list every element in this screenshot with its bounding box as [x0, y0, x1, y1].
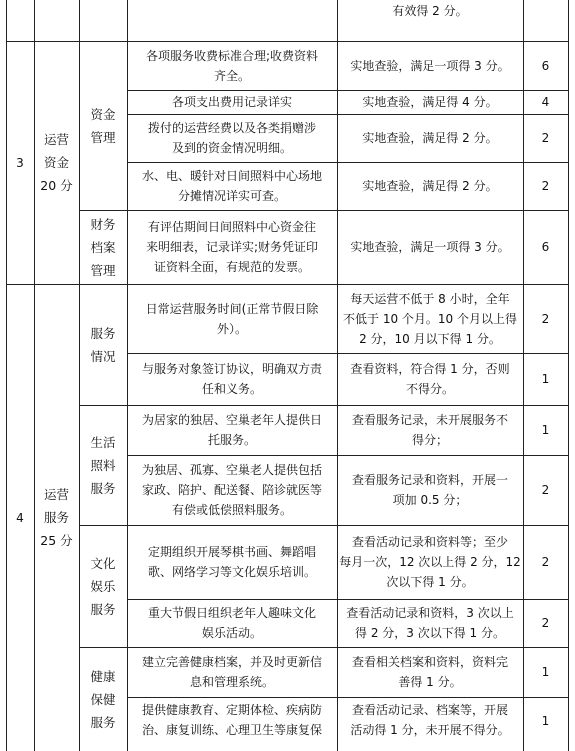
item-cell [127, 697, 337, 751]
category-line: 服务 [43, 510, 69, 525]
category-line: 资金 [43, 155, 69, 170]
item-line: 外）。 [216, 321, 247, 336]
item-line: 证资料全面，有规范的发票。 [153, 260, 310, 274]
category-line: 运营 [43, 487, 69, 502]
method-line: 得 2 分，3 次以下得 1 分。 [355, 626, 505, 640]
method-cell [337, 525, 523, 599]
score-text: 2 [541, 483, 550, 497]
method-text: 实地查验，满足得 2 分。 [362, 131, 498, 145]
item-line: 有评估期间日间照料中心资金往 [147, 220, 316, 234]
score-cell [523, 114, 568, 162]
subcategory-cell [79, 210, 127, 284]
score-text: 2 [541, 555, 550, 569]
method-cell [337, 405, 523, 455]
method-line: 活动得 1 分，未开展不得分。 [350, 723, 510, 737]
score-text: 2 [541, 131, 550, 145]
row-number [6, 284, 34, 751]
method-text: 有效得 2 分。 [392, 4, 468, 18]
item-line: 任和义务。 [201, 382, 262, 396]
method-line: 2 分，10 月以下得 1 分。 [359, 331, 501, 346]
item-cell [127, 90, 337, 114]
method-line: 不得分。 [405, 382, 454, 396]
item-cell [127, 599, 337, 647]
method-line: 查看活动记录和资料，3 次以上 [346, 606, 514, 620]
category-cell [34, 284, 79, 751]
item-cell [127, 353, 337, 405]
method-cell [337, 647, 523, 697]
score-text: 1 [541, 714, 550, 728]
score-text: 4 [541, 95, 550, 109]
score-cell [523, 697, 568, 745]
method-text: 实地查验，满足得 4 分。 [362, 95, 498, 109]
item-cell [127, 647, 337, 697]
score-text: 1 [541, 665, 550, 679]
item-cell [127, 455, 337, 525]
item-line: 分摊情况详实可查。 [177, 189, 286, 203]
item-line: 家政、陪护、配送餐、陪诊就医等 [141, 483, 322, 497]
method-cell [337, 697, 523, 751]
subcategory-line: 娱乐 [90, 578, 116, 594]
score-cell [523, 647, 568, 697]
method-cell [337, 284, 523, 353]
subcategory-line: 管理 [90, 262, 116, 278]
score-text: 6 [541, 58, 550, 73]
method-line: 每月一次，12 次以上得 2 分，12 [339, 555, 521, 569]
score-text: 1 [541, 372, 550, 386]
item-line: 歌、网络学习等文化娱乐培训。 [147, 565, 316, 579]
score-cell [523, 162, 568, 210]
method-line: 得分； [411, 433, 448, 447]
evaluation-table [6, 0, 569, 751]
method-cell [337, 0, 523, 22]
score-text: 6 [541, 240, 550, 254]
score-cell [523, 353, 568, 405]
item-line: 为独居、孤寡、空巢老人提供包括 [141, 463, 322, 477]
row-number-text: 3 [16, 155, 24, 170]
category-line: 25 分 [40, 533, 73, 548]
method-cell [337, 455, 523, 525]
method-text: 实地查验，满足一项得 3 分。 [350, 58, 510, 73]
method-line: 查看服务记录，未开展服务不 [351, 413, 508, 427]
item-line: 重大节假日组织老年人趣味文化 [147, 606, 316, 620]
item-cell [127, 114, 337, 162]
item-line: 日常运营服务时间(正常节假日除 [145, 301, 319, 316]
method-cell [337, 90, 523, 114]
subcategory-line: 情况 [90, 348, 116, 364]
score-cell [523, 525, 568, 599]
subcategory-cell [79, 647, 127, 751]
method-text: 实地查验，满足一项得 3 分。 [350, 240, 510, 254]
category-cell [34, 41, 79, 284]
score-cell [523, 455, 568, 525]
method-line: 查看相关档案和资料，资料完 [351, 655, 508, 669]
item-line: 托服务。 [207, 433, 256, 447]
method-line: 查看服务记录和资料，开展一 [351, 473, 508, 487]
method-line: 善得 1 分。 [398, 675, 462, 689]
category-line: 运营 [43, 132, 69, 147]
item-cell [127, 405, 337, 455]
subcategory-cell [79, 525, 127, 647]
subcategory-line: 照料 [90, 457, 116, 473]
category-line: 20 分 [40, 178, 73, 193]
score-cell [523, 599, 568, 647]
item-line: 各项服务收费标准合理;收费资料 [145, 48, 319, 63]
item-line: 及到的资金情况明细。 [171, 141, 292, 155]
method-line: 项加 0.5 分； [392, 493, 468, 507]
subcategory-cell [79, 41, 127, 210]
score-text: 1 [541, 423, 550, 437]
method-line: 查看活动记录和资料等；至少 [351, 535, 508, 549]
score-cell [523, 41, 568, 90]
method-cell [337, 162, 523, 210]
subcategory-line: 财务 [90, 216, 116, 232]
method-line: 不低于 10 个月。10 个月以上得 [343, 311, 517, 326]
method-line: 次以下得 1 分。 [386, 575, 474, 589]
subcategory-line: 健康 [90, 668, 116, 684]
subcategory-cell [79, 405, 127, 525]
subcategory-cell [79, 284, 127, 405]
subcategory-line: 服务 [90, 714, 116, 730]
method-text: 实地查验，满足得 2 分。 [362, 179, 498, 193]
item-line: 拨付的运营经费以及各类捐赠涉 [147, 121, 316, 135]
item-line: 各项支出费用记录详实 [171, 95, 292, 109]
item-line: 来明细表，记录详实;财务凭证印 [145, 240, 319, 254]
item-cell [127, 284, 337, 353]
item-line: 齐全。 [213, 68, 250, 83]
item-cell [127, 41, 337, 90]
method-line: 查看活动记录、档案等，开展 [351, 703, 508, 717]
method-cell [337, 353, 523, 405]
score-cell [523, 210, 568, 284]
item-line: 娱乐活动。 [201, 626, 262, 640]
item-line: 定期组织开展琴棋书画、舞蹈唱 [147, 545, 316, 559]
item-line: 治、康复训练、心理卫生等康复保 [141, 723, 322, 737]
score-text: 2 [541, 616, 550, 630]
subcategory-line: 生活 [90, 434, 116, 450]
subcategory-line: 资金 [90, 106, 116, 122]
item-cell [127, 162, 337, 210]
method-line: 每天运营不低于 8 小时，全年 [350, 291, 510, 306]
item-line: 有偿或低偿照料服务。 [171, 503, 292, 517]
subcategory-line: 服务 [90, 480, 116, 496]
method-cell [337, 210, 523, 284]
item-line: 提供健康教育、定期体检、疾病防 [141, 703, 322, 717]
score-text: 2 [541, 179, 550, 193]
method-cell [337, 114, 523, 162]
subcategory-line: 档案 [90, 239, 116, 255]
item-cell [127, 210, 337, 284]
subcategory-line: 保健 [90, 691, 116, 707]
score-cell [523, 405, 568, 455]
item-line: 建立完善健康档案，并及时更新信 [141, 655, 322, 669]
item-cell [127, 525, 337, 599]
item-line: 水、电、暖针对日间照料中心场地 [141, 169, 322, 183]
row-number-text: 4 [16, 510, 24, 525]
subcategory-line: 文化 [90, 555, 116, 571]
item-line: 息和管理系统。 [189, 675, 274, 689]
score-cell [523, 284, 568, 353]
method-cell [337, 41, 523, 90]
method-cell [337, 599, 523, 647]
item-line: 为居家的独居、空巢老年人提供日 [141, 413, 322, 427]
score-cell [523, 90, 568, 114]
subcategory-line: 服务 [90, 325, 116, 341]
subcategory-line: 服务 [90, 601, 116, 617]
item-line: 与服务对象签订协议，明确双方责 [141, 362, 322, 376]
score-text: 2 [541, 311, 550, 326]
subcategory-line: 管理 [90, 129, 116, 145]
row-number [6, 41, 34, 284]
method-line: 查看资料，符合得 1 分，否则 [350, 362, 510, 376]
border-right [568, 0, 569, 751]
